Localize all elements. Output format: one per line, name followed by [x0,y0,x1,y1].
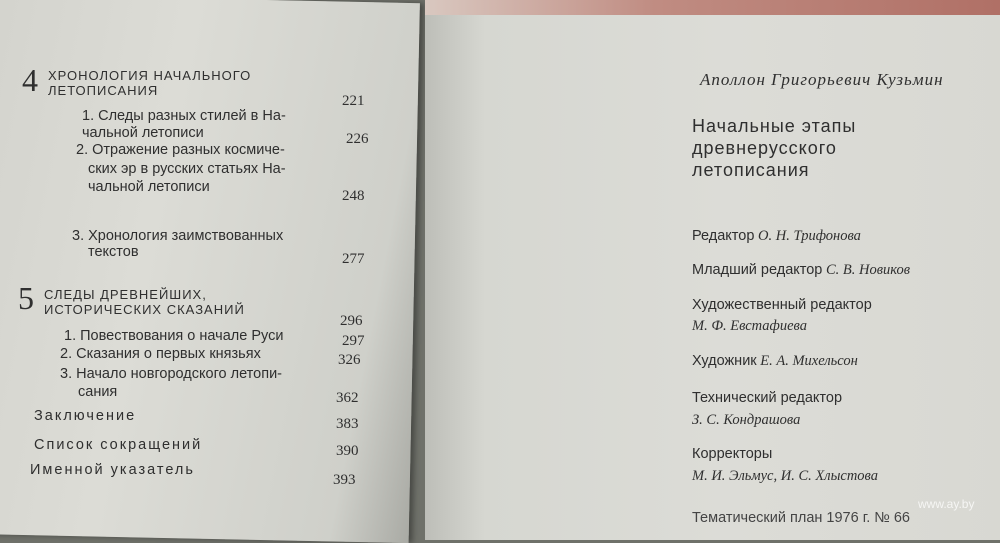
toc-item-5-3-line2: сания [78,384,118,400]
toc-abbreviations: Список сокращений [34,437,203,453]
credit-editor [692,228,861,245]
toc-item-5-2: 2. Сказания о первых князьях [60,346,261,362]
credit-proofreaders-role: Корректоры [692,446,773,462]
chapter-5-number: 5 [18,280,34,316]
toc-item-4-3-page: 277 [342,251,365,267]
book-title-line1: Начальные этапы [692,116,857,136]
credit-name: О. Н. Трифонова [758,228,861,244]
toc-item-5-3-line1: 3. Начало новгородского летопи- [60,366,283,382]
credit-tech-editor-role: Технический редактор [692,390,843,406]
toc-item-4-3-line1: 3. Хронология заимствованных [72,228,284,244]
credit-name: С. В. Новиков [826,262,911,278]
toc-conclusion-page: 383 [336,416,359,432]
chapter-5-title-line1: СЛЕДЫ ДРЕВНЕЙШИХ, [44,287,207,302]
chapter-4-page: 221 [342,93,365,109]
credit-junior-editor [692,262,910,279]
thematic-plan-partial: Тематический план 1976 г. № 66 [692,510,910,526]
toc-item-5-1: 1. Повествования о начале Руси [64,328,284,344]
toc-item-5-3-page: 362 [336,390,359,406]
toc-item-4-2-line2: ских эр в русских статьях На- [88,161,286,177]
author-name: Аполлон Григорьевич Кузьмин [700,70,944,89]
chapter-5-title-line2: ИСТОРИЧЕСКИХ СКАЗАНИЙ [44,302,245,317]
credit-tech-editor-name: З. С. Кондрашова [692,412,801,428]
watermark: www.ay.by [918,497,975,511]
credit-art-editor-name: М. Ф. Евстафиева [692,318,807,334]
toc-name-index: Именной указатель [30,462,195,478]
toc-conclusion: Заключение [34,408,137,424]
toc-item-5-1-page: 297 [342,333,365,349]
toc-item-4-3-line2: текстов [88,244,139,260]
toc-item-4-2-page: 248 [342,188,365,204]
toc-item-4-1-line1: 1. Следы разных стилей в На- [82,108,286,124]
toc-item-4-2-line1: 2. Отражение разных космиче- [76,142,285,158]
toc-item-4-2-line3: чальной летописи [88,179,210,195]
chapter-4-title-line2: ЛЕТОПИСАНИЯ [48,83,159,98]
toc-name-index-page: 393 [333,472,356,488]
red-cover-edge [425,0,1000,15]
credit-artist [692,353,858,370]
toc-abbreviations-page: 390 [336,443,359,459]
chapter-5-page: 296 [340,313,363,329]
credit-role: Художник [692,353,757,369]
credit-role: Младший редактор [692,262,823,278]
book-title-line3: летописания [692,160,810,180]
credit-name: Е. А. Михельсон [760,353,858,369]
credit-proofreaders-name: М. И. Эльмус, И. С. Хлыстова [692,468,878,484]
book-title-line2: древнерусского [692,138,837,158]
chapter-4-number: 4 [22,62,38,98]
credit-art-editor-role: Художественный редактор [692,297,872,313]
toc-item-4-1-page: 226 [346,131,369,147]
toc-item-4-1-line2: чальной летописи [82,125,204,141]
toc-item-5-2-page: 326 [338,352,361,368]
credit-role: Редактор [692,228,755,244]
chapter-4-title-line1: ХРОНОЛОГИЯ НАЧАЛЬНОГО [48,68,252,83]
